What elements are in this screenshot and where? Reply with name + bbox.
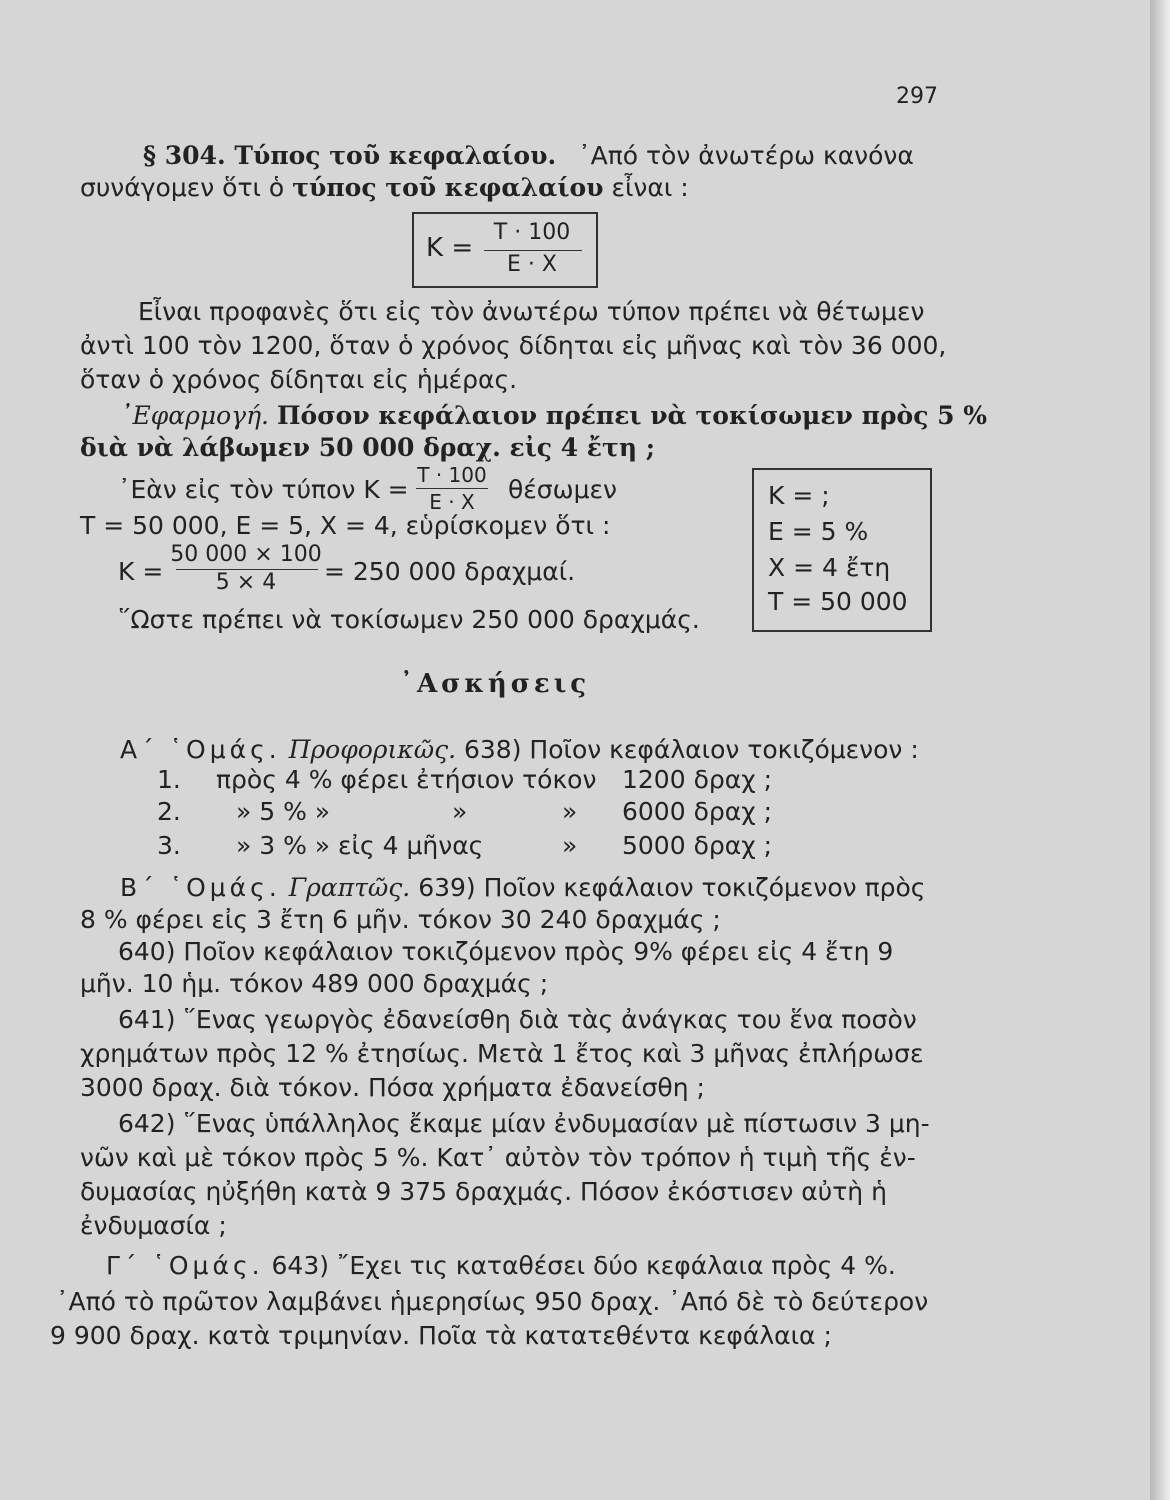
example-question-1: Πόσον κεφάλαιον πρέπει νὰ τοκίσωμεν πρὸς 5 % xyxy=(276,401,987,430)
ex638-row-3-amount: 5000 δραχ ; xyxy=(622,831,773,860)
given-x: X = 4 ἔτη xyxy=(768,553,891,582)
formula-lhs: K = xyxy=(426,233,474,263)
solution-line-1a: ᾿Εὰν εἰς τὸν τύπον K = xyxy=(118,475,409,504)
paragraph-line-3: ὅταν ὁ χρόνος δίδηται εἰς ἡμέρας. xyxy=(80,365,518,394)
ex643-a: 643) ῎Εχει τις καταθέσει δύο κεφάλαια πρὸς 4 %. xyxy=(271,1251,896,1280)
section-line-2 xyxy=(80,172,689,204)
solution-line-2: T = 50 000, E = 5, X = 4, εὑρίσκομεν ὅτι : xyxy=(80,511,611,540)
ex638-row-2-mid2: » xyxy=(562,797,578,826)
formula-bar xyxy=(484,250,582,251)
solution-line-4: ῞Ωστε πρέπει νὰ τοκίσωμεν 250 000 δραχμάς. xyxy=(118,605,700,634)
group-a-label: Α΄ ῾Ομάς. xyxy=(120,735,281,764)
solution-line-3-den: 5 × 4 xyxy=(215,570,277,595)
given-k: K = ; xyxy=(768,481,830,510)
given-t: T = 50 000 xyxy=(768,587,908,616)
ex638-row-3-num: 3. xyxy=(157,831,181,860)
group-c-line xyxy=(106,1250,896,1282)
ex638-row-2-rate: » 5 % » xyxy=(236,797,331,826)
paragraph-line-2: ἀντὶ 100 τὸν 1200, ὅταν ὁ χρόνος δίδηται εἰς μῆνας καὶ τὸν 36 000, xyxy=(80,331,947,360)
ex640-b: μῆν. 10 ἡμ. τόκον 489 000 δραχμάς ; xyxy=(80,969,549,998)
ex638-row-2-num: 2. xyxy=(157,797,181,826)
solution-frac-den: E · X xyxy=(429,490,475,514)
group-a-type: Προφορικῶς. xyxy=(288,735,457,764)
group-b-label: Β΄ ῾Ομάς. xyxy=(120,873,281,902)
section-intro: ᾿Από τὸν ἀνωτέρω κανόνα xyxy=(578,141,914,170)
page-edge xyxy=(1150,0,1170,1500)
intro-bold: τύπος τοῦ κεφαλαίου xyxy=(292,173,604,202)
ex642-d: ἐνδυμασία ; xyxy=(80,1211,227,1240)
intro-text-end: εἶναι : xyxy=(611,173,689,202)
solution-frac-num: T · 100 xyxy=(417,463,487,487)
group-a-line xyxy=(120,734,919,766)
ex642-c: δυμασίας ηὐξήθη κατὰ 9 375 δραχμάς. Πόσον ἐκόστισεν αὐτὴ ἡ xyxy=(80,1177,887,1206)
ex643-c: 9 900 δραχ. κατὰ τριμηνίαν. Ποῖα τὰ κατατεθέντα κεφάλαια ; xyxy=(50,1321,832,1350)
ex638-row-3-mid2: » xyxy=(562,831,578,860)
example-line-1 xyxy=(120,400,987,432)
group-c-label: Γ΄ ῾Ομάς. xyxy=(106,1251,264,1280)
ex640-a: 640) Ποῖον κεφάλαιον τοκιζόμενον πρὸς 9% φέρει εἰς 4 ἔτη 9 xyxy=(118,937,894,966)
exercises-heading: ᾿Ασκήσεις xyxy=(400,669,591,699)
example-question-2: διὰ νὰ λάβωμεν 50 000 δραχ. εἰς 4 ἔτη ; xyxy=(80,433,655,462)
ex638-row-1-amount: 1200 δραχ ; xyxy=(622,765,773,794)
givens-box xyxy=(752,468,932,632)
ex639-a: 639) Ποῖον κεφάλαιον τοκιζόμενον πρὸς xyxy=(418,873,926,902)
given-e: E = 5 % xyxy=(768,517,869,546)
ex643-b: ᾿Από τὸ πρῶτον λαμβάνει ἡμερησίως 950 δραχ. ᾿Από δὲ τὸ δεύτερον xyxy=(56,1287,929,1316)
ex641-a: 641) ῞Ενας γεωργὸς ἐδανείσθη διὰ τὰς ἀνάγκας του ἕνα ποσὸν xyxy=(118,1005,917,1034)
section-title: § 304. Τύπος τοῦ κεφαλαίου. xyxy=(143,141,557,170)
formula-box xyxy=(412,212,598,288)
ex639-b: 8 % φέρει εἰς 3 ἔτη 6 μῆν. τόκον 30 240 δραχμάς ; xyxy=(80,905,721,934)
formula-numerator: T · 100 xyxy=(493,220,571,245)
example-label: ᾿Εφαρμογή. xyxy=(120,401,269,430)
ex642-a: 642) ῞Ενας ὑπάλληλος ἔκαμε μίαν ἐνδυμασίαν μὲ πίστωσιν 3 μη- xyxy=(118,1109,930,1138)
group-b-line xyxy=(120,872,925,904)
ex641-c: 3000 δραχ. διὰ τόκον. Πόσα χρήματα ἐδανείσθη ; xyxy=(80,1073,705,1102)
ex638-row-1-rate: πρὸς 4 % φέρει ἐτήσιον τόκον xyxy=(216,765,597,794)
solution-line-3-num: 50 000 × 100 xyxy=(170,542,322,567)
ex641-b: χρημάτων πρὸς 12 % ἐτησίως. Μετὰ 1 ἔτος καὶ 3 μῆνας ἐπλήρωσε xyxy=(80,1039,924,1068)
section-line-1 xyxy=(143,140,914,172)
paragraph-line-1: Εἶναι προφανὲς ὅτι εἰς τὸν ἀνωτέρω τύπον πρέπει νὰ θέτωμεν xyxy=(138,297,925,326)
ex642-b: νῶν καὶ μὲ τόκον πρὸς 5 %. Κατ᾿ αὐτὸν τὸν τρόπον ἡ τιμὴ τῆς ἐν- xyxy=(80,1143,916,1172)
solution-line-3-rhs: = 250 000 δραχμαί. xyxy=(324,557,576,586)
ex638-row-3-rate: » 3 % » εἰς 4 μῆνας xyxy=(236,831,484,860)
solution-line-1b: θέσωμεν xyxy=(508,475,617,504)
ex638-row-1-num: 1. xyxy=(157,765,181,794)
page-number: 297 xyxy=(896,84,938,109)
group-b-type: Γραπτῶς. xyxy=(288,873,411,902)
ex638-row-2-mid: » xyxy=(452,797,468,826)
intro-text: συνάγομεν ὅτι ὁ xyxy=(80,173,285,202)
formula-denominator: E · X xyxy=(507,252,557,277)
solution-line-3-lhs: K = xyxy=(118,557,164,586)
ex638-row-2-amount: 6000 δραχ ; xyxy=(622,797,773,826)
ex638-stem: 638) Ποῖον κεφάλαιον τοκιζόμενον : xyxy=(463,735,919,764)
